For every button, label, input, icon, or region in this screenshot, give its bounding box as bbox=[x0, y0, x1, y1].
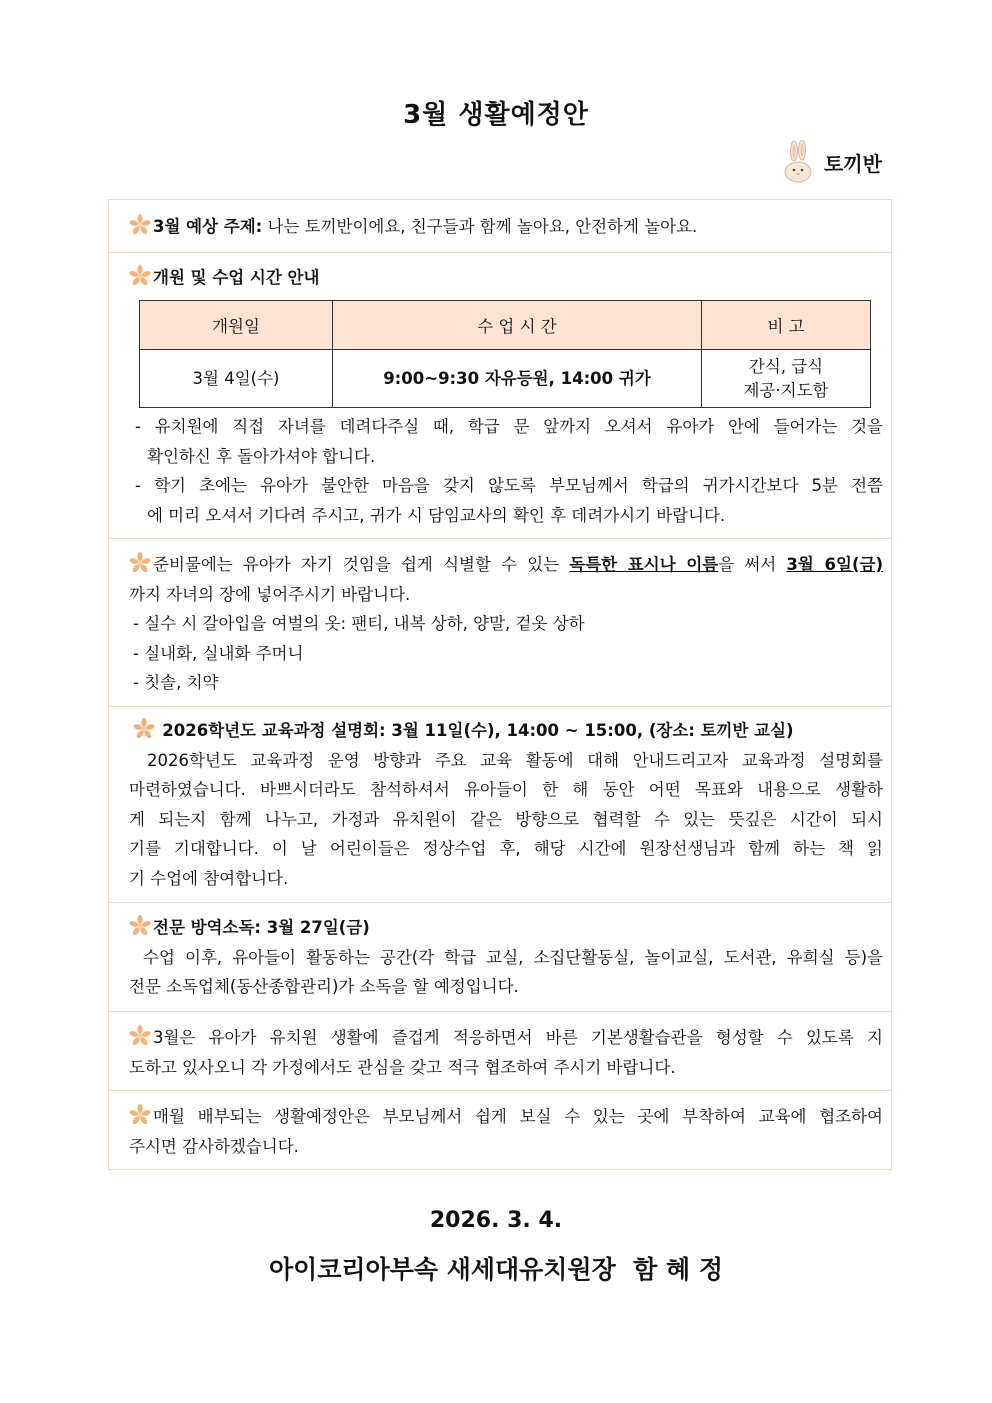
supplies-section: 준비물에는 유아가 자기 것임을 쉽게 식별할 수 있는 독특한 표시나 이름을 써서 3월 6일(금) 까지 자녀의 장에 넣어주시기 바랍니다. - 실수 시 갈아입을 여벌의 옷: 팬티, 내복 상하, 양말, 겉옷 상하 - 실내화, 실내화 주머니 - 칫솔, 치약 bbox=[109, 550, 891, 698]
theme-label: 3월 예상 주제: bbox=[153, 217, 263, 236]
deadline-emphasis: 3월 6일(금) bbox=[786, 555, 883, 574]
flower-asterisk-icon bbox=[129, 915, 151, 937]
briefing-section: 2026학년도 교육과정 설명회: 3월 11일(수), 14:00 ~ 15:00, (장소: 토끼반 교실) 2026학년도 교육과정 운영 방향과 주요 교육 활동에 대해 안내드리고자 교육과정 설명회를 마련하였습니다. 바쁘시더라도 참석하셔서 유아들이 한 해 동안 어떤 목표와 내용으로 생활하 게 되는지 함께 나누고, 가정과 유치원이 같은 방향으로 협력할 수 있는 뜻깊은 시간이 되시 기를 기대합니다. 이 날 어린이들은 정상수업 후, 해당 시간에 원장선생님과 함께 하는 책 읽 기 수업에 참여합니다. bbox=[109, 716, 891, 893]
class-time-cell: 9:00~9:30 자유등원, 14:00 귀가 bbox=[333, 350, 702, 408]
table-header: 비 고 bbox=[702, 301, 871, 350]
table-header: 수 업 시 간 bbox=[333, 301, 702, 350]
open-date-cell: 3월 4일(수) bbox=[140, 350, 333, 408]
content-box bbox=[108, 199, 892, 1170]
signature: 아이코리아부속 새세대유치원장 함 혜 정 bbox=[268, 1255, 724, 1284]
rabbit-icon bbox=[780, 140, 820, 184]
habits-section: 3월은 유아가 유치원 생활에 즐겁게 적응하면서 바른 기본생활습관을 형성할 수 있도록 지 도하고 있사오니 각 가정에서도 관심을 갖고 적극 협조하여 주시기 바랍니다. bbox=[109, 1023, 891, 1082]
flower-asterisk-icon bbox=[129, 265, 151, 287]
table-row bbox=[140, 350, 871, 408]
note-cell: 간식, 급식 제공·지도함 bbox=[702, 350, 871, 408]
flower-asterisk-icon bbox=[129, 552, 151, 574]
class-tag bbox=[780, 140, 890, 184]
page-title: 3월 생활예정안 bbox=[403, 100, 589, 130]
name-mark-emphasis: 독특한 표시나 이름 bbox=[569, 555, 719, 574]
flower-asterisk-icon bbox=[129, 1104, 151, 1126]
list-item: - 실수 시 갈아입을 여벌의 옷: 팬티, 내복 상하, 양말, 겉옷 상하 bbox=[133, 614, 585, 633]
class-name: 토끼반 bbox=[824, 151, 882, 176]
hours-table bbox=[139, 300, 871, 408]
hours-notes: - 유치원에 직접 자녀를 데려다주실 때, 학급 문 앞까지 오셔서 유아가 안에 들어가는 것을 확인하신 후 돌아가셔야 합니다. - 학기 초에는 유아가 불안한 마음을 갖지 않도록 부모님께서 학급의 귀가시간보다 5분 전쯤 에 미리 오셔서 기다려 주시고, 귀가 시 담임교사의 확인 후 데려가시기 바랍니다. bbox=[135, 417, 883, 525]
table-header: 개원일 bbox=[140, 301, 333, 350]
flower-asterisk-icon bbox=[129, 1025, 151, 1047]
hours-heading: 개원 및 수업 시간 안내 bbox=[109, 263, 891, 293]
disinfection-section: 전문 방역소독: 3월 27일(금) 수업 이후, 유아들이 활동하는 공간(각 학급 교실, 소집단활동실, 놀이교실, 도서관, 유희실 등)을 전문 소독업체(동산종합관리)가 소독을 할 예정입니다. bbox=[109, 913, 891, 1002]
issue-date: 2026. 3. 4. bbox=[429, 1208, 563, 1233]
posting-section: 매월 배부되는 생활예정안은 부모님께서 쉽게 보실 수 있는 곳에 부착하여 교육에 협조하여 주시면 감사하겠습니다. bbox=[109, 1102, 891, 1161]
theme-section bbox=[109, 212, 891, 242]
list-item: - 칫솔, 치약 bbox=[133, 673, 219, 692]
flower-asterisk-icon bbox=[133, 718, 155, 740]
flower-asterisk-icon bbox=[129, 214, 151, 236]
theme-text: 나는 토끼반이에요, 친구들과 함께 놀아요, 안전하게 놀아요. bbox=[262, 217, 698, 236]
list-item: - 실내화, 실내화 주머니 bbox=[133, 643, 304, 663]
